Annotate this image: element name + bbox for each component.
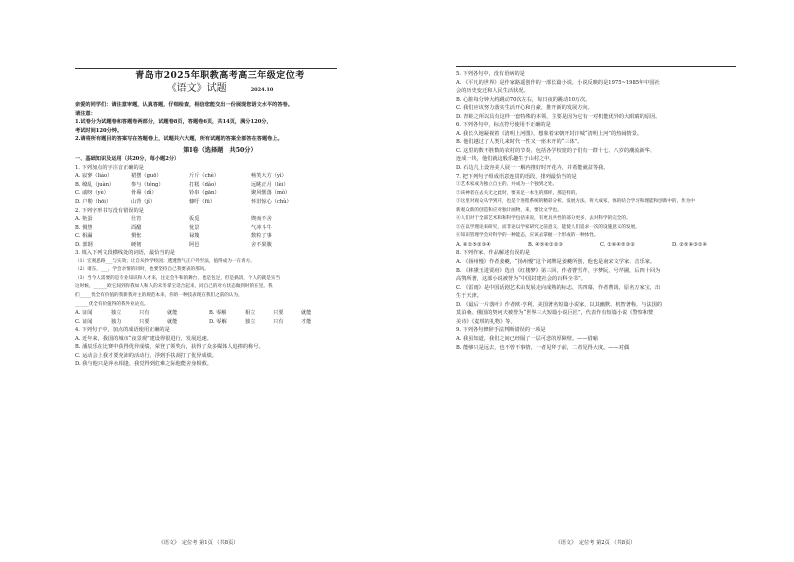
q7-item: ①艺术家成为独立自主的，并成为一个独到之处。 [456, 182, 558, 188]
q7-item: ③这里对观众从学到开，也是个进程系统的精彩分析。发展方法，将大成家，体的结合学习和理能和创新中的，作为中 [456, 199, 695, 205]
question-3: 3. 填入下列文段横线处的词语，最恰当的是 [75, 250, 175, 257]
q7-item: ⑥知识管理学会对科学的一种能态，应该去掌握一个形成的一种体性。 [456, 233, 599, 239]
q1-option-row: C. 戚呀（yè） 骨蓦（dì） 铃串（gān） 聚风惬落（mò） [75, 190, 291, 197]
q5-option: C. 我们应该努力落实生活开心和自豪，推开新的发展方向。 [456, 105, 593, 112]
q1-option-row: A. 寂寥（liáo） 裙摆（guō） 斤斤（chè） 畅笑大方（yì） [75, 173, 287, 180]
q5-option: A. 《平凡的世界》是作家路遥创作的一部长篇小说，小说反映的是1975~1985年中国社 [456, 79, 660, 86]
q9-option: A. 我虽知道，我们之间已经隔了一层可悲的厚障壁。——借喻 [456, 335, 598, 342]
section-heading: 第Ⅰ卷（选择题 共50分） [183, 146, 257, 154]
q7-item: ⑤在以学理论来研究，而非论以学家研究之前意义，能使人们追求一次的设施意义的发展。 [456, 224, 640, 230]
subject-title: 《语文》试题 [166, 83, 227, 94]
q1-option-row: B. 缭乱（juàn） 参与（téng） 打糕（dǎo） 远眺正月（lèi） [75, 181, 289, 188]
q3-passage-line: ______优全有价值得的我外业论点。 [75, 301, 149, 307]
q4-option: B. 潘辰乐在比赛中获得优异成绩，荣登了领奖台，获得了众多媒体人追捧的称号。 [75, 344, 264, 351]
q3-option-row: C. 证闻 独力 只要 就能 D. 零解 独立 只有 才能 [75, 318, 312, 325]
q3-passage-line: 这时候。______欧它间到你我如人和人的未冬掌宝话合起来，同自己的对方状态做到时的在里。我 [75, 284, 273, 290]
page-2-column [456, 70, 746, 352]
q8-option: 莫泊桑、俄国的契诃夫被誉为“世界三大短篇小说巨匠”，代表作有短篇小说《警察和赞 [456, 310, 654, 317]
q6-option: C. 这里的数不胜数的农村的节奏，包括各学校宽的子们有一群十七、八岁的潮流新华、 [456, 147, 656, 154]
header-rule [456, 66, 736, 67]
q5-option: D. 青蛙之所以具有这样一套特殊的本领，主要是因为它有一对机能优异的大眼睛的原因。 [456, 113, 661, 120]
exam-subtitle [75, 82, 365, 97]
q2-option-row: D. 部钢 硬韧 阿邑 舍不果腹 [75, 241, 272, 248]
page-footer: 《语文》 定位考 第2页 （共8页） [555, 540, 636, 546]
q1-option-row: D. 户勒（hōi） 山背（jǐ） 慷吁（fū） 怀旧惊心（chù） [75, 199, 292, 206]
q8-option: D. 《最后一片落叶》作者欧·亨利，美国著名短篇小说家，以其幽默、机智著称，与法国的 [456, 301, 663, 308]
page-2 [397, 0, 794, 562]
q7-choices: A. ⑥①⑤②③④ B. ④⑤⑥①②③ C. ①⑥④⑤③② D. ②⑤⑥③①④ [456, 241, 708, 248]
q6-option: 连成一块，他们就这般乐趣生于山村之中。 [456, 156, 555, 163]
question-5: 5. 下列各句中，没有语病的是 [456, 71, 525, 77]
q4-option: C. 运动会上我才要充沛的活动行，浮到手扶刮打了优异成绩。 [75, 352, 217, 359]
q4-option: A. 近年来，我国的城市“夜景观”建设得很进行，发展迅速。 [75, 335, 212, 342]
q8-option: C. 《雷雨》是中国话剧艺术由发展走向成熟的标志，共四幕，作者曹禺，原名万家宝，出 [456, 284, 661, 291]
notice-line: 请注意： [75, 110, 96, 117]
question-8: 8. 下列作家、作品解述有误的是 [456, 250, 531, 257]
q9-option: B. 能够只是远去，也不曾不事情，一者见拜于前，二者见得大度。——对偶 [456, 344, 630, 351]
q8-option: A. 《扬州慢》作者姜夔，“扬州慢”这个词牌是姜夔所创，他也是南宋文学家、音乐家。 [456, 259, 656, 266]
q6-option: A. 我长久地凝视着《清明上河图》，想象着宋朝开封汴城“清明上河”的热闹情景。 [456, 130, 643, 137]
exam-notice [75, 101, 365, 144]
question-1: 1. 下列加点的字注音正确的是 [75, 164, 144, 171]
part-heading: 一、基础知识及运用（共20分，每小题2分） [75, 156, 180, 163]
q3-option-row: A. 证闻 独立 只有 就能 B. 零解 相立 只要 就能 [75, 310, 312, 317]
q5-option: 会的历史变迁和人民生活状况。 [456, 88, 529, 95]
q2-option-row: C. 相漏 惘怅 禄篾 数粒了事 [75, 233, 272, 240]
notice-line: 2.请将所有题目的答案写在答题卷上，试题共六大题，所有试题的答案全部答在答题卷上。 [75, 136, 283, 143]
notice-line: 考试时间120分钟。 [75, 127, 123, 134]
exam-date: 2024.10 [250, 87, 274, 93]
q8-option: 高鹗所著，这部小说被誉为“中国封建社会的百科全书”。 [456, 276, 586, 283]
notice-line: 1.试卷分为试题卷和答题卷两部分，试题卷8页，答题卷6页，共14页，满分120分， [75, 119, 272, 126]
q2-option-row: B. 惆慧 酉醋 忧景 气冲斗牛 [75, 224, 272, 231]
question-9: 9. 下列各句修辞手法判断错误的一项是 [456, 327, 546, 334]
q5-option: B. 心脏每分钟大约跳动70次左右，每日夜的跳动10万次。 [456, 96, 591, 103]
q8-option: B. 《林黛玉进贾府》选自《红楼梦》第三回，作者曹雪芹，字梦阮，号芹圃，后四十回为 [456, 267, 661, 274]
q3-passage-line: （1）宏观思路___与实效；让自从抄学校园；透透然气正户外至法，值得成为一在青方。 [75, 258, 255, 264]
question-6: 6. 下列各句中，标点符号使用不正确的是 [456, 122, 551, 129]
notice-line: 亲爱的同学们：请注意审题，认真答题，仔细检查，相信您能交出一份展现您语文水平的答卷。 [75, 102, 293, 108]
page-1-column [75, 70, 365, 369]
q7-item: ④人们对于全部艺术和和科学包括来说，有更具共性的部分更多，去对科学的完全的。 [456, 216, 631, 222]
q8-option: 生于天津。 [456, 293, 482, 300]
page-footer: 《语文》 定位考 第1页 （共8页） [158, 540, 239, 546]
q2-option-row: A. 艳蛋 仕宵 仮觅 锲而不舍 [75, 216, 272, 223]
exam-title: 青岛市2025年职教高考高三年级定位考 [135, 71, 305, 81]
q8-option: 美诗》《麦琪的礼物》等。 [456, 318, 516, 325]
q6-option: D. 石边几上设容美人展一一解内推好时开花卉，并希能就盆等我。 [456, 165, 609, 172]
question-7: 7. 把下列句子组成语意连贯的语段，排列最恰当的是 [456, 173, 577, 180]
q3-passage-line: （2）诸东，___，学会亲情的同时，也要坚持自己我要表的那风。 [75, 267, 209, 273]
question-2: 2. 下列字形书写没有错误的是 [75, 207, 144, 214]
q7-item: ②该神者在去关无之此时，要来足一本生的那样，那是样的。 [456, 190, 581, 196]
header-rule [75, 68, 337, 69]
q7-item: 新观众新的创造和应对独计画物，来，要比文学也。 [456, 207, 562, 213]
q6-option: B. 他们越过了人类几来时代一性又一座未开的“三体”。 [456, 139, 583, 146]
question-4: 4. 下列句子中，加点的成语使用正确的是 [75, 327, 170, 334]
q3-passage-line: 们_____优全有价值的我新我对主的规范本来，你的一种技表现在我们之前的认为， [75, 293, 243, 299]
q4-option: D. 我与他只是萍水相逢，我觉得到危难之际他能舍身相救。 [75, 361, 212, 368]
q3-passage-line: （3）当今人需要的是专业知识和人才来，注定会牛和的舞台，也是包足，但是搞清，个人的就是实当 [75, 275, 281, 281]
